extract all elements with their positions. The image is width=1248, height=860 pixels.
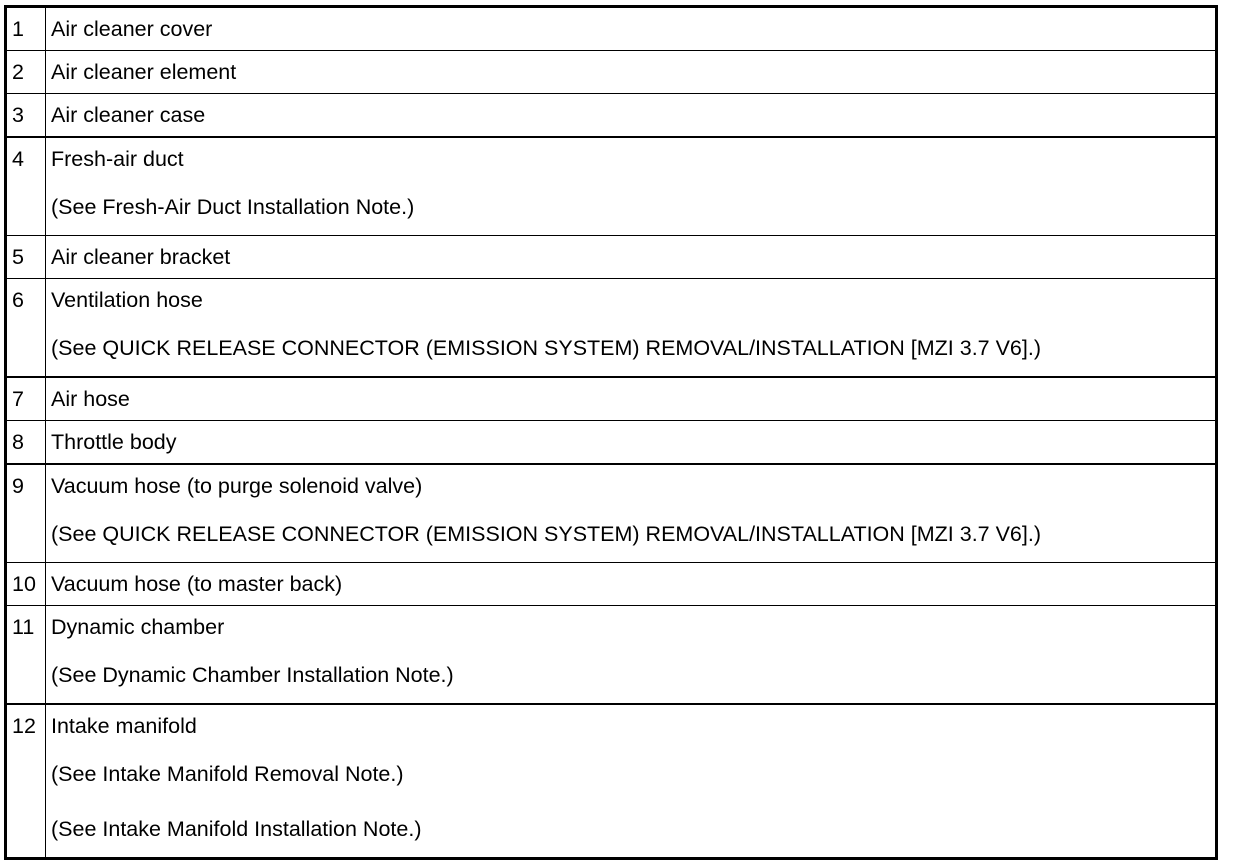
part-name: Intake manifold — [51, 714, 197, 738]
part-description — [46, 51, 1217, 94]
part-name: Vacuum hose (to master back) — [51, 572, 343, 596]
part-name: Dynamic chamber — [51, 615, 225, 639]
parts-table-body — [6, 7, 1217, 859]
part-number: 1 — [6, 7, 46, 51]
table-row — [6, 137, 1217, 236]
table-row — [6, 377, 1217, 421]
table-row — [6, 606, 1217, 705]
part-name: Air hose — [51, 387, 130, 411]
part-name: Air cleaner cover — [51, 17, 213, 41]
part-name: Throttle body — [51, 430, 177, 454]
table-row — [6, 704, 1217, 859]
part-name: Air cleaner element — [51, 60, 237, 84]
part-name: Air cleaner case — [51, 103, 206, 127]
part-number: 2 — [6, 51, 46, 94]
table-row — [6, 94, 1217, 138]
part-description — [46, 704, 1217, 859]
part-note-link[interactable]: (See Intake Manifold Removal Note.) — [51, 762, 404, 786]
part-number: 11 — [6, 606, 46, 705]
part-description — [46, 94, 1217, 138]
part-note-link[interactable]: (See Intake Manifold Installation Note.) — [51, 817, 422, 841]
part-number: 7 — [6, 377, 46, 421]
part-number: 5 — [6, 236, 46, 279]
part-number: 9 — [6, 464, 46, 563]
part-description — [46, 377, 1217, 421]
table-row — [6, 563, 1217, 606]
part-name: Air cleaner bracket — [51, 245, 231, 269]
part-name: Fresh-air duct — [51, 147, 184, 171]
part-description — [46, 563, 1217, 606]
table-row — [6, 464, 1217, 563]
table-row — [6, 279, 1217, 378]
part-description — [46, 7, 1217, 51]
part-note-link[interactable]: (See QUICK RELEASE CONNECTOR (EMISSION SYSTEM) REMOVAL/INSTALLATION [MZI 3.7 V6].) — [51, 336, 1041, 360]
table-row — [6, 51, 1217, 94]
part-note-link[interactable]: (See Fresh-Air Duct Installation Note.) — [51, 195, 415, 219]
part-description — [46, 606, 1217, 705]
part-name: Ventilation hose — [51, 288, 203, 312]
part-note-link[interactable]: (See QUICK RELEASE CONNECTOR (EMISSION SYSTEM) REMOVAL/INSTALLATION [MZI 3.7 V6].) — [51, 522, 1041, 546]
part-number: 10 — [6, 563, 46, 606]
part-name: Vacuum hose (to purge solenoid valve) — [51, 474, 423, 498]
part-description — [46, 464, 1217, 563]
table-row — [6, 236, 1217, 279]
table-row — [6, 421, 1217, 465]
parts-table — [4, 5, 1218, 860]
part-number: 12 — [6, 704, 46, 859]
part-number: 4 — [6, 137, 46, 236]
part-number: 8 — [6, 421, 46, 465]
part-number: 6 — [6, 279, 46, 378]
table-row — [6, 7, 1217, 51]
part-description — [46, 279, 1217, 378]
part-description — [46, 137, 1217, 236]
part-description — [46, 236, 1217, 279]
part-description — [46, 421, 1217, 465]
part-note-link[interactable]: (See Dynamic Chamber Installation Note.) — [51, 663, 454, 687]
part-number: 3 — [6, 94, 46, 138]
